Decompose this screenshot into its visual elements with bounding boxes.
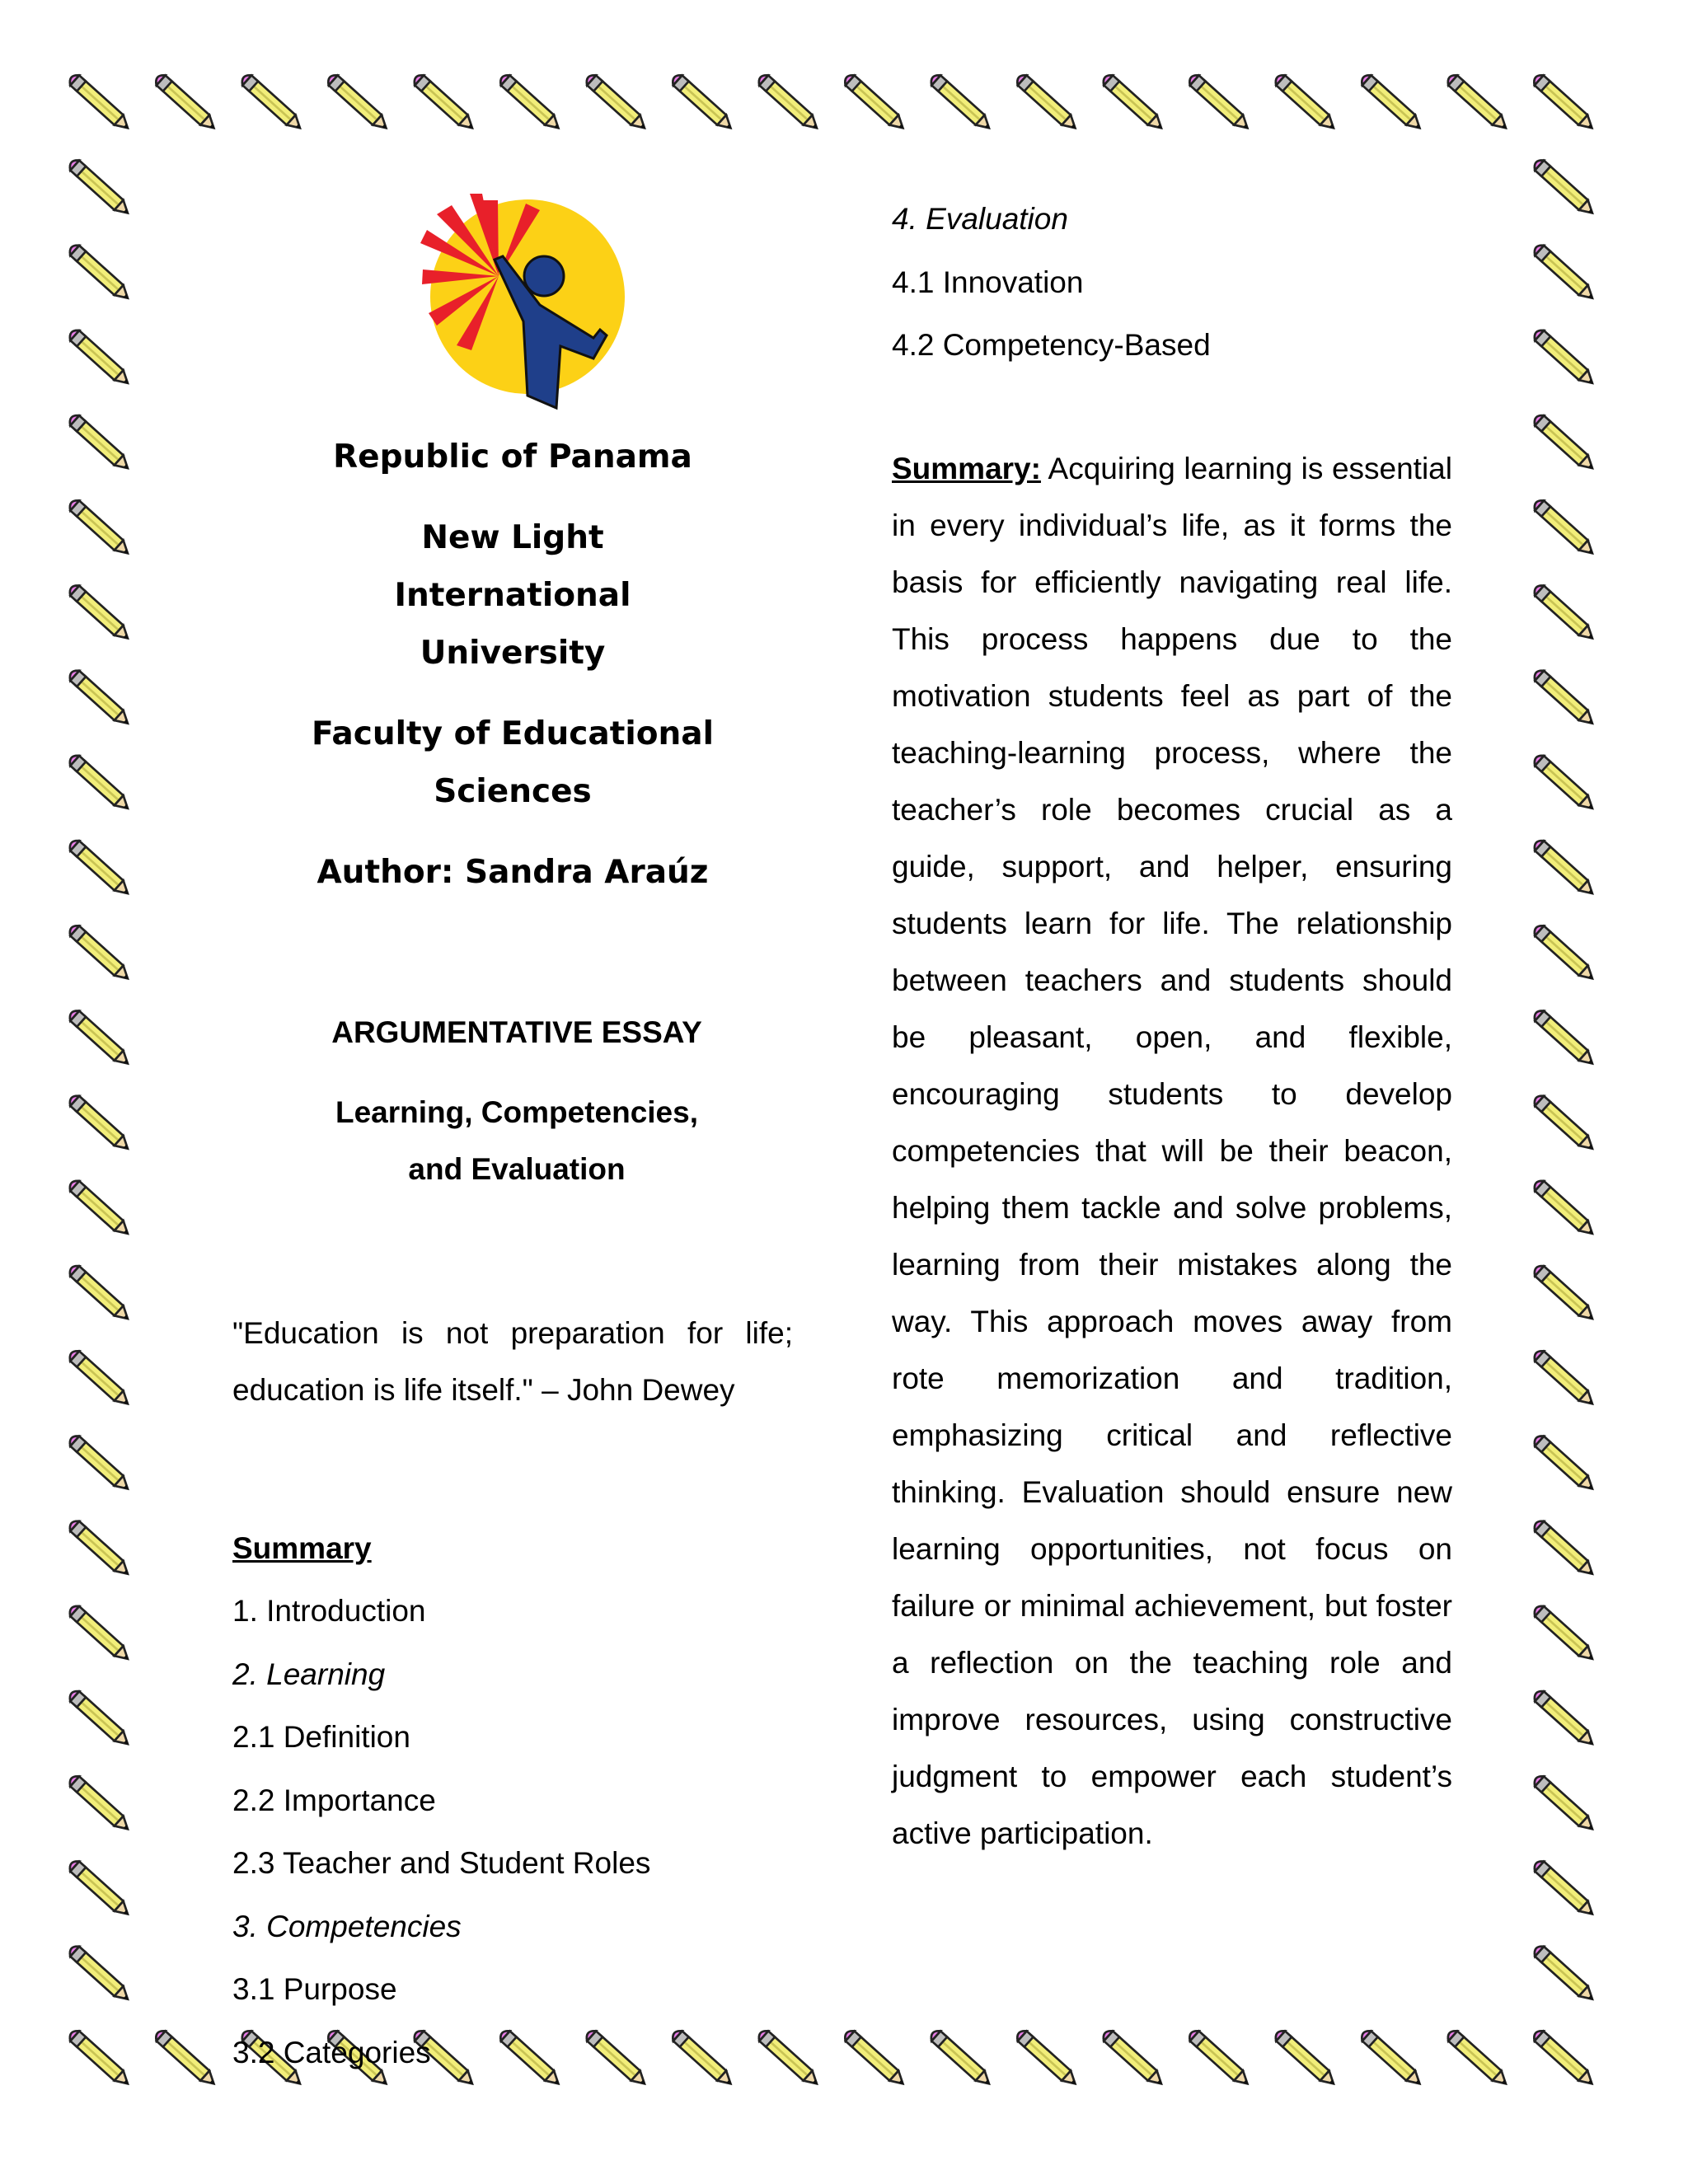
pencil-icon xyxy=(1531,923,1597,985)
pencil-icon xyxy=(928,73,994,134)
pencil-icon xyxy=(67,498,133,560)
pencil-icon xyxy=(67,1943,133,2005)
pencil-icon xyxy=(1531,498,1597,560)
toc-item: 3.1 Purpose xyxy=(232,1972,397,2006)
country-name: Republic of Panama xyxy=(333,438,692,476)
pencil-icon xyxy=(670,73,736,134)
pencil-icon xyxy=(67,1093,133,1155)
pencil-icon xyxy=(1531,668,1597,729)
pencil-icon xyxy=(1359,73,1425,134)
pencil-icon xyxy=(67,1263,133,1325)
pencil-icon xyxy=(67,1858,133,1920)
pencil-icon xyxy=(1531,752,1597,814)
pencil-icon xyxy=(67,583,133,644)
toc-item: 3. Competencies xyxy=(232,1909,462,1943)
toc-item: 2.2 Importance xyxy=(232,1783,436,1817)
pencil-icon xyxy=(67,1433,133,1495)
toc-item: 3.2 Categories xyxy=(232,2035,431,2069)
pencil-icon xyxy=(1531,1008,1597,1070)
left-column xyxy=(232,190,809,2084)
pencil-icon xyxy=(411,73,477,134)
pencil-icon xyxy=(1273,2028,1339,2090)
essay-title: Learning, Competencies, and Evaluation xyxy=(335,1095,698,1186)
toc-item: 1. Introduction xyxy=(232,1594,426,1628)
pencil-icon xyxy=(1531,327,1597,389)
pencil-icon xyxy=(1187,73,1253,134)
pencil-icon xyxy=(1445,2028,1511,2090)
pencil-icon xyxy=(1531,1433,1597,1495)
pencil-icon xyxy=(1531,2028,1597,2090)
toc-item: 4. Evaluation xyxy=(892,202,1068,236)
pencil-icon xyxy=(1015,73,1081,134)
pencil-icon xyxy=(1531,1858,1597,1920)
pencil-icon xyxy=(1531,1263,1597,1325)
pencil-icon xyxy=(1015,2028,1081,2090)
pencil-icon xyxy=(67,1518,133,1580)
pencil-icon xyxy=(239,73,305,134)
pencil-icon xyxy=(1531,242,1597,304)
pencil-icon xyxy=(1531,838,1597,900)
pencil-icon xyxy=(67,157,133,219)
pencil-icon xyxy=(67,752,133,814)
toc-item: 2.3 Teacher and Student Roles xyxy=(232,1846,651,1880)
pencil-icon xyxy=(67,242,133,304)
pencil-icon xyxy=(67,73,133,134)
pencil-icon xyxy=(1531,583,1597,644)
pencil-icon xyxy=(67,668,133,729)
pencil-icon xyxy=(928,2028,994,2090)
pencil-icon xyxy=(1273,73,1339,134)
pencil-icon xyxy=(67,1348,133,1410)
toc-item: 4.1 Innovation xyxy=(892,265,1084,299)
toc-item: 2.1 Definition xyxy=(232,1720,410,1754)
pencil-icon xyxy=(1531,413,1597,475)
pencil-icon xyxy=(67,1689,133,1750)
summary-text: Acquiring learning is essential in every individual’s life, as it forms the basis for efficiently navigating real life. This process happens due to the motivation students feel as part of the teaching-learning process, where the teacher’s role becomes crucial as a guide, support, and helper, ensuring students learn for life. The relationship between teachers and students should be pleasant, open, and flexible, encouraging students to develop competencies that will be their beacon, helping them tackle and solve problems, learning from their mistakes along the way. This approach moves away from rote memorization and tradition, emphasizing critical and reflective thinking. Evaluation should ensure new learning opportunities, not focus on failure or minimal achievement, but foster a reflection on the teaching role and improve resources, using constructive judgment to empower each student’s active participation. xyxy=(892,451,1452,1850)
pencil-icon xyxy=(1531,1093,1597,1155)
university-name: New Light International University xyxy=(394,519,631,672)
pencil-icon xyxy=(67,1774,133,1835)
pencil-icon xyxy=(842,2028,908,2090)
pencil-icon xyxy=(584,73,649,134)
pencil-icon xyxy=(842,73,908,134)
pencil-icon xyxy=(326,73,392,134)
pencil-icon xyxy=(67,327,133,389)
pencil-icon xyxy=(1531,1178,1597,1240)
pencil-icon xyxy=(1100,2028,1166,2090)
toc-item: 2. Learning xyxy=(232,1657,386,1691)
pencil-icon xyxy=(498,73,564,134)
pencil-icon xyxy=(1531,1518,1597,1580)
toc-item: 4.2 Competency-Based xyxy=(892,328,1211,362)
essay-type: ARGUMENTATIVE ESSAY xyxy=(331,1015,702,1049)
pencil-icon xyxy=(67,2028,133,2090)
summary-paragraph xyxy=(892,440,1452,1862)
author-line: Author: Sandra Araúz xyxy=(316,854,709,891)
pencil-icon xyxy=(67,1178,133,1240)
pencil-icon xyxy=(67,413,133,475)
pencil-icon xyxy=(153,73,219,134)
faculty-name: Faculty of Educational Sciences xyxy=(312,715,714,810)
pencil-icon xyxy=(1187,2028,1253,2090)
pencil-icon xyxy=(1359,2028,1425,2090)
pencil-icon xyxy=(756,73,822,134)
toc-list-continued xyxy=(892,188,1452,377)
right-column xyxy=(892,188,1452,1862)
pencil-icon xyxy=(1531,157,1597,219)
pencil-icon xyxy=(1531,1689,1597,1750)
pencil-icon xyxy=(1100,73,1166,134)
pencil-icon xyxy=(67,838,133,900)
pencil-icon xyxy=(1531,73,1597,134)
epigraph-quote: "Education is not preparation for life; education is life itself." – John Dewey xyxy=(232,1316,793,1407)
pencil-icon xyxy=(67,1008,133,1070)
pencil-icon xyxy=(1531,1943,1597,2005)
pencil-icon xyxy=(67,923,133,985)
pencil-icon xyxy=(1531,1348,1597,1410)
pencil-icon xyxy=(1531,1603,1597,1665)
pencil-icon xyxy=(1531,1774,1597,1835)
pencil-icon xyxy=(67,1603,133,1665)
toc-list xyxy=(232,1580,809,2084)
pencil-icon xyxy=(1445,73,1511,134)
toc-title: Summary xyxy=(232,1531,372,1565)
pencil-icon xyxy=(153,2028,219,2090)
summary-label: Summary: xyxy=(892,451,1041,485)
